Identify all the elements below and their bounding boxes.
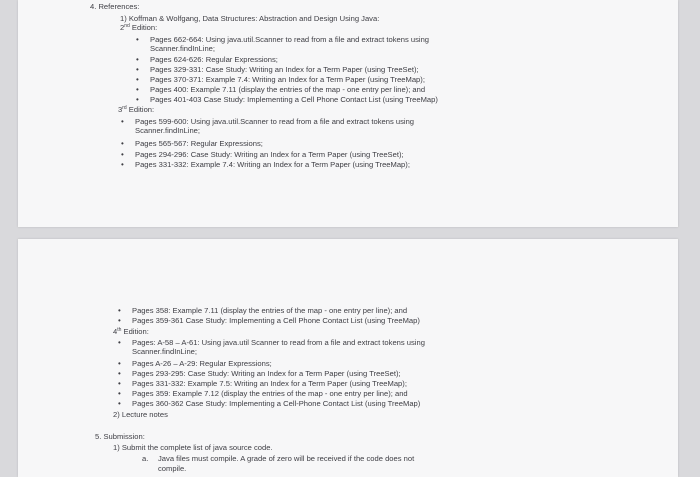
submission-heading: 5. Submission:: [95, 432, 145, 441]
list-item-continuation: Scanner.findInLine;: [150, 44, 216, 53]
list-item: Pages 331-332: Example 7.4: Writing an Index for a Term Paper (using TreeMap);: [135, 160, 410, 169]
list-item: Pages 294-296: Case Study: Writing an Index for a Term Paper (using TreeSet);: [135, 150, 404, 159]
list-item: Pages 370-371: Example 7.4: Writing an Index for a Term Paper (using TreeMap);: [150, 75, 425, 84]
reference-1-koffman: 1) Koffman & Wolfgang, Data Structures: Abstraction and Design Using Java:: [120, 14, 380, 23]
document-page-2: [18, 239, 678, 477]
list-item: Pages 359-361 Case Study: Implementing a Cell Phone Contact List (using TreeMap): [132, 316, 420, 325]
bullet: •: [136, 55, 139, 64]
bullet: •: [118, 379, 121, 388]
list-item: Pages 624-626: Regular Expressions;: [150, 55, 278, 64]
list-item: Pages 293-295: Case Study: Writing an Index for a Term Paper (using TreeSet);: [132, 369, 401, 378]
list-item: Pages 359: Example 7.12 (display the entries of the map - one entry per line); and: [132, 389, 408, 398]
list-item: Pages: A-58 – A-61: Using java.util Scanner to read from a file and extract tokens using: [132, 338, 425, 347]
bullet: •: [121, 160, 124, 169]
bullet: •: [118, 389, 121, 398]
edition-4-heading: 4th Edition:: [113, 327, 149, 336]
edition-2-heading: 2nd Edition:: [120, 23, 158, 32]
list-item: Pages 599-600: Using java.util.Scanner to read from a file and extract tokens using: [135, 117, 415, 126]
bullet: •: [121, 139, 124, 148]
bullet: •: [136, 35, 139, 44]
list-item-continuation: Scanner.findInLine;: [132, 347, 198, 356]
bullet: •: [121, 150, 124, 159]
submission-item-1a: Java files must compile. A grade of zero will be received if the code does not: [158, 454, 415, 463]
list-item: Pages 662-664: Using java.util.Scanner to read from a file and extract tokens using: [150, 35, 430, 44]
document-page-1: [18, 0, 678, 227]
bullet: •: [136, 95, 139, 104]
list-item: Pages 329-331: Case Study: Writing an Index for a Term Paper (using TreeSet);: [150, 65, 419, 74]
list-item: Pages A-26 – A-29: Regular Expressions;: [132, 359, 272, 368]
bullet: •: [118, 306, 121, 315]
list-item: Pages 401-403 Case Study: Implementing a Cell Phone Contact List (using TreeMap): [150, 95, 438, 104]
bullet: •: [121, 117, 124, 126]
references-heading: 4. References:: [90, 2, 140, 11]
bullet: •: [118, 316, 121, 325]
reference-2-lecture-notes: 2) Lecture notes: [113, 410, 168, 419]
bullet: •: [136, 75, 139, 84]
edition-3-heading: 3rd Edition:: [118, 105, 155, 114]
list-item: Pages 358: Example 7.11 (display the entries of the map - one entry per line); and: [132, 306, 408, 315]
bullet: •: [118, 338, 121, 347]
bullet: •: [136, 85, 139, 94]
bullet: •: [118, 359, 121, 368]
bullet: •: [118, 399, 121, 408]
submission-item-1: 1) Submit the complete list of java source code.: [113, 443, 273, 452]
bullet: •: [136, 65, 139, 74]
bullet: •: [118, 369, 121, 378]
list-item: Pages 565-567: Regular Expressions;: [135, 139, 263, 148]
list-item-continuation: Scanner.findInLine;: [135, 126, 201, 135]
list-item: Pages 331-332: Example 7.5: Writing an Index for a Term Paper (using TreeMap);: [132, 379, 407, 388]
list-item: Pages 360-362 Case Study: Implementing a Cell-Phone Contact List (using TreeMap): [132, 399, 421, 408]
sub-item-marker: a.: [142, 454, 149, 463]
list-item: Pages 400: Example 7.11 (display the entries of the map - one entry per line); and: [150, 85, 426, 94]
submission-item-1a-continuation: compile.: [158, 464, 187, 473]
